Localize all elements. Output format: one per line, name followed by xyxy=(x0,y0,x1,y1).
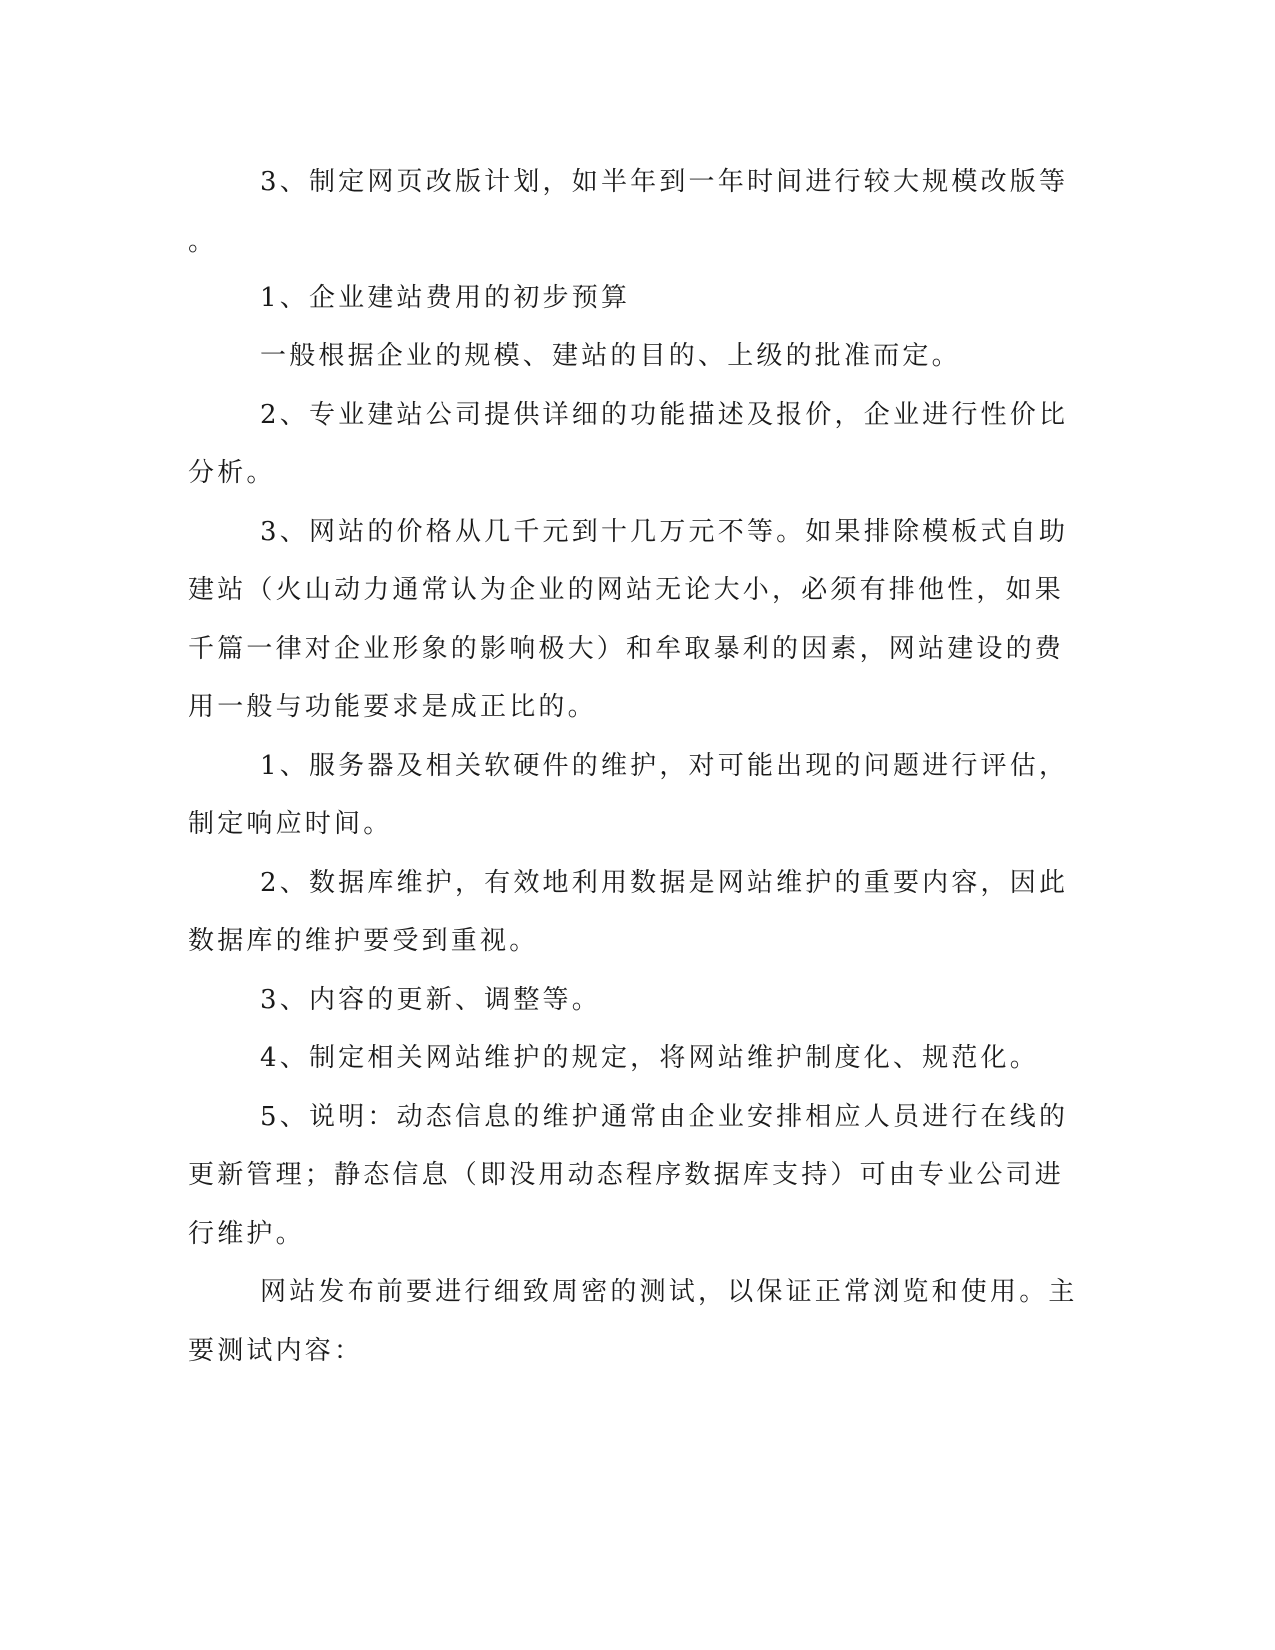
text-line: 5、说明：动态信息的维护通常由企业安排相应人员进行在线的 xyxy=(260,1102,1069,1132)
text-line: 用一般与功能要求是成正比的。 xyxy=(188,692,597,722)
text-line: 分析。 xyxy=(188,458,276,488)
text-line: 2、数据库维护，有效地利用数据是网站维护的重要内容，因此 xyxy=(260,868,1069,898)
text-line: 一般根据企业的规模、建站的目的、上级的批准而定。 xyxy=(260,341,961,371)
text-line: 4、制定相关网站维护的规定，将网站维护制度化、规范化。 xyxy=(260,1043,1039,1073)
text-line: 千篇一律对企业形象的影响极大）和牟取暴利的因素，网站建设的费 xyxy=(188,634,1065,664)
text-line: 行维护。 xyxy=(188,1219,305,1249)
text-line: 制定响应时间。 xyxy=(188,809,393,839)
text-line: 更新管理；静态信息（即没用动态程序数据库支持）可由专业公司进 xyxy=(188,1160,1065,1190)
text-line: 。 xyxy=(188,227,218,257)
text-line: 1、服务器及相关软硬件的维护，对可能出现的问题进行评估， xyxy=(260,751,1069,781)
text-line: 数据库的维护要受到重视。 xyxy=(188,926,539,956)
text-line: 网站发布前要进行细致周密的测试，以保证正常浏览和使用。主 xyxy=(260,1277,1078,1307)
text-line: 2、专业建站公司提供详细的功能描述及报价，企业进行性价比 xyxy=(260,400,1069,430)
text-line: 3、内容的更新、调整等。 xyxy=(260,985,601,1015)
text-line: 3、制定网页改版计划，如半年到一年时间进行较大规模改版等 xyxy=(260,167,1069,197)
text-line: 要测试内容： xyxy=(188,1336,364,1366)
text-line: 1、企业建站费用的初步预算 xyxy=(260,283,631,313)
text-line: 3、网站的价格从几千元到十几万元不等。如果排除模板式自助 xyxy=(260,517,1069,547)
text-line: 建站（火山动力通常认为企业的网站无论大小，必须有排他性，如果 xyxy=(188,575,1065,605)
